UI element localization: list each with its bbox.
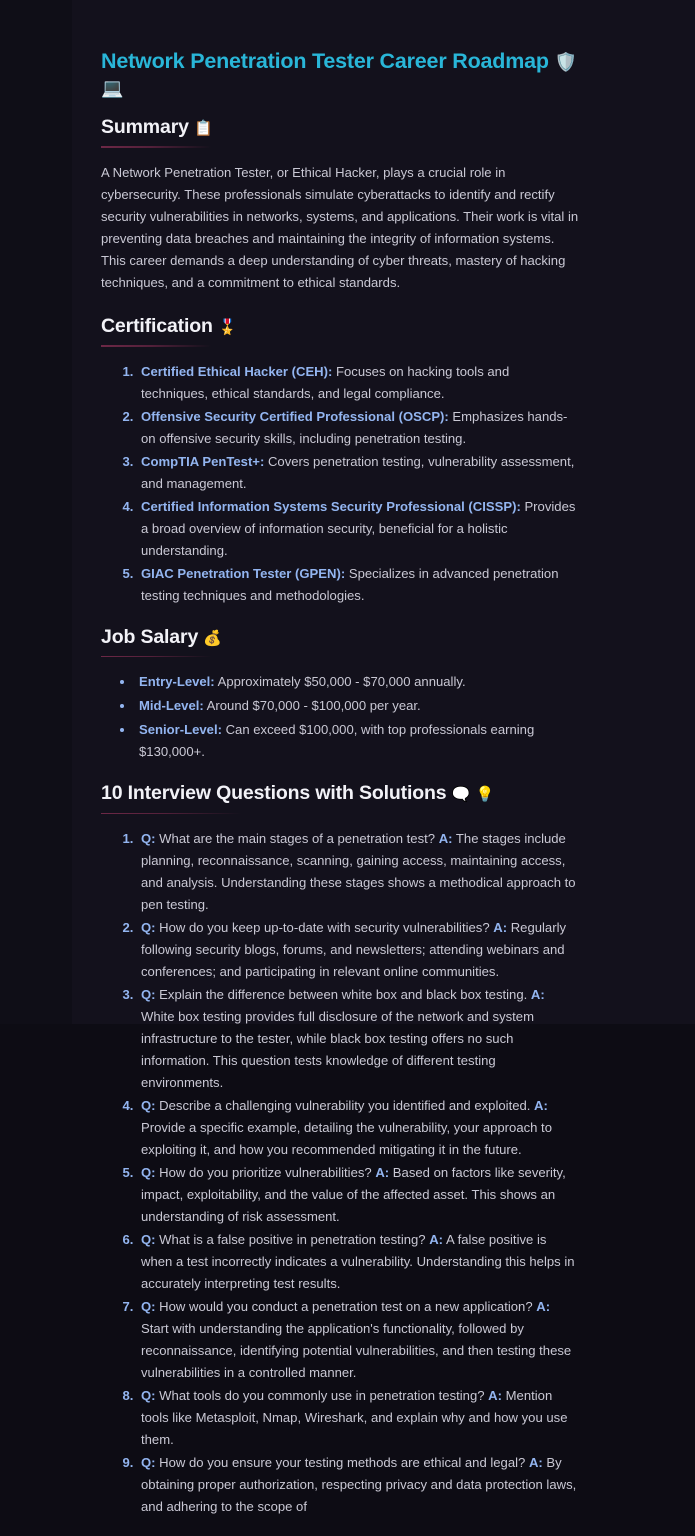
salary-item <box>135 671 579 693</box>
summary-heading-text: Summary <box>101 116 189 139</box>
certification-list <box>101 361 579 607</box>
question-label: Q: <box>141 1098 156 1114</box>
salary-divider <box>101 656 211 658</box>
salary-description: Approximately $50,000 - $70,000 annually. <box>214 674 466 690</box>
interview-question-item <box>137 1162 579 1228</box>
certification-name: Certified Ethical Hacker (CEH): <box>141 363 333 379</box>
interview-question-item <box>137 1229 579 1295</box>
laptop-icon: 💻 <box>101 77 124 98</box>
question-text: How do you prioritize vulnerabilities? <box>155 1165 376 1181</box>
interview-question-list <box>101 828 579 1518</box>
answer-text: Start with understanding the application's functionality, followed by reconnaissance, identifying potential vulnerabilities, and then testing these vulnerabilities in a controlled manner. <box>141 1320 572 1380</box>
answer-text: Regularly following security blogs, forums, and newsletters; attending webinars and conferences; and participating in relevant online communities. <box>141 920 567 980</box>
salary-heading-text: Job Salary <box>101 625 199 648</box>
certification-name: CompTIA PenTest+: <box>141 453 265 469</box>
interview-question-item <box>137 1296 579 1384</box>
certification-description: Emphasizes hands-on offensive security skills, including penetration testing. <box>141 408 568 446</box>
certification-description: Covers penetration testing, vulnerability assessment, and management. <box>141 453 575 491</box>
salary-level: Senior-Level: <box>139 722 222 738</box>
interview-question-item <box>137 1095 579 1161</box>
salary-item <box>135 695 579 717</box>
question-label: Q: <box>141 1232 156 1247</box>
salary-heading <box>101 625 579 649</box>
salary-description: Can exceed $100,000, with top professionals earning $130,000+. <box>139 722 535 760</box>
answer-label: A: <box>528 1454 543 1470</box>
document-content <box>101 0 579 1536</box>
clipboard-icon: 📋 <box>194 119 213 138</box>
answer-label: A: <box>536 1298 551 1314</box>
answer-text: The stages include planning, reconnaissance, scanning, gaining access, maintaining access, and analysis. Understanding these stages shows a methodical approach to pen testing. <box>141 831 576 913</box>
salary-item <box>135 719 579 763</box>
page-title <box>101 48 579 76</box>
medal-icon: 🎖️ <box>218 317 237 336</box>
question-text: How do you ensure your testing methods are ethical and legal? <box>155 1454 529 1470</box>
salary-section <box>101 625 579 764</box>
certification-heading <box>101 314 579 338</box>
interview-question-item <box>137 984 579 1094</box>
answer-text: By obtaining proper authorization, respecting privacy and data protection laws, and adhering to the scope of <box>141 1454 577 1514</box>
summary-paragraph: A Network Penetration Tester, or Ethical Hacker, plays a crucial role in cybersecurity. These professionals simulate cyberattacks to identify and rectify security vulnerabilities in networks, systems, and applications. Their work is vital in preventing data breaches and maintaining the integrity of information systems. This career demands a deep understanding of cyber threats, mastery of hacking techniques, and a commitment to ethical standards. <box>101 164 579 290</box>
interview-section <box>101 781 579 1517</box>
question-text: How do you keep up-to-date with security vulnerabilities? <box>155 920 494 936</box>
certification-item <box>137 406 579 450</box>
answer-text: Based on factors like severity, impact, exploitability, and the value of the affected asset. This shows an understanding of risk assessment. <box>141 1165 566 1225</box>
money-bag-icon: 💰 <box>203 628 222 647</box>
certification-item <box>137 451 579 495</box>
certification-heading-text: Certification <box>101 314 213 337</box>
question-label: Q: <box>141 920 156 936</box>
salary-description: Around $70,000 - $100,000 per year. <box>203 698 421 714</box>
answer-label: A: <box>438 831 453 847</box>
answer-text: Mention tools like Metasploit, Nmap, Wireshark, and explain why and how you use them. <box>141 1387 568 1447</box>
certification-name: Certified Information Systems Security Professional (CISSP): <box>141 498 521 514</box>
left-gutter <box>0 0 72 1024</box>
interview-question-item <box>137 917 579 983</box>
salary-list <box>101 671 579 763</box>
question-label: Q: <box>141 831 156 847</box>
question-text: What are the main stages of a penetration test? <box>155 831 439 847</box>
salary-level: Mid-Level: <box>139 698 204 714</box>
interview-divider <box>101 813 241 815</box>
salary-level: Entry-Level: <box>139 674 215 690</box>
question-label: Q: <box>141 1165 156 1181</box>
interview-heading-text: 10 Interview Questions with Solutions <box>101 782 447 805</box>
certification-item <box>137 361 579 405</box>
summary-heading <box>101 115 579 139</box>
interview-question-item <box>137 1385 579 1451</box>
question-text: Describe a challenging vulnerability you identified and exploited. <box>155 1098 535 1114</box>
answer-label: A: <box>429 1232 444 1247</box>
question-text: How would you conduct a penetration test on a new application? <box>155 1298 537 1314</box>
summary-divider <box>101 146 211 148</box>
answer-text: Provide a specific example, detailing the vulnerability, your approach to exploiting it, and how you recommended mitigating it in the future. <box>141 1120 552 1158</box>
certification-item <box>137 496 579 562</box>
question-label: Q: <box>141 1454 156 1470</box>
interview-question-item <box>137 828 579 916</box>
certification-description: Provides a broad overview of information security, beneficial for a holistic understanding. <box>141 498 576 558</box>
interview-heading <box>101 781 579 805</box>
certification-name: GIAC Penetration Tester (GPEN): <box>141 565 346 581</box>
question-label: Q: <box>141 1298 156 1314</box>
question-text: What is a false positive in penetration testing? <box>155 1232 430 1247</box>
interview-question-item <box>137 1452 579 1518</box>
page-title-text: Network Penetration Tester Career Roadmap <box>101 49 549 73</box>
certification-divider <box>101 345 211 347</box>
certification-name: Offensive Security Certified Professional (OSCP): <box>141 408 449 424</box>
question-text: What tools do you commonly use in penetration testing? <box>155 1387 489 1403</box>
certification-section <box>101 314 579 607</box>
certification-description: Focuses on hacking tools and techniques, ethical standards, and legal compliance. <box>141 363 510 401</box>
answer-text: White box testing provides full disclosure of the network and system infrastructure to the tester, while black box testing offers no such information. This question tests knowledge of different testing environments. <box>141 1009 534 1091</box>
answer-label: A: <box>534 1098 548 1114</box>
answer-text: A false positive is when a test incorrectly indicates a vulnerability. Understanding this helps in accurately interpreting test results. <box>141 1232 575 1291</box>
question-label: Q: <box>141 987 156 1003</box>
question-label: Q: <box>141 1387 156 1403</box>
certification-item <box>137 563 579 607</box>
answer-label: A: <box>375 1165 390 1181</box>
summary-section <box>101 115 579 294</box>
certification-description: Specializes in advanced penetration testing techniques and methodologies. <box>141 565 559 603</box>
light-bulb-icon: 💡 <box>475 785 495 804</box>
shield-icon: 🛡️ <box>554 52 577 73</box>
question-text: Explain the difference between white box and black box testing. <box>155 987 531 1003</box>
speech-balloon-icon: 🗨️ <box>451 785 471 804</box>
answer-label: A: <box>530 987 545 1003</box>
answer-label: A: <box>493 920 508 936</box>
answer-label: A: <box>488 1387 502 1403</box>
